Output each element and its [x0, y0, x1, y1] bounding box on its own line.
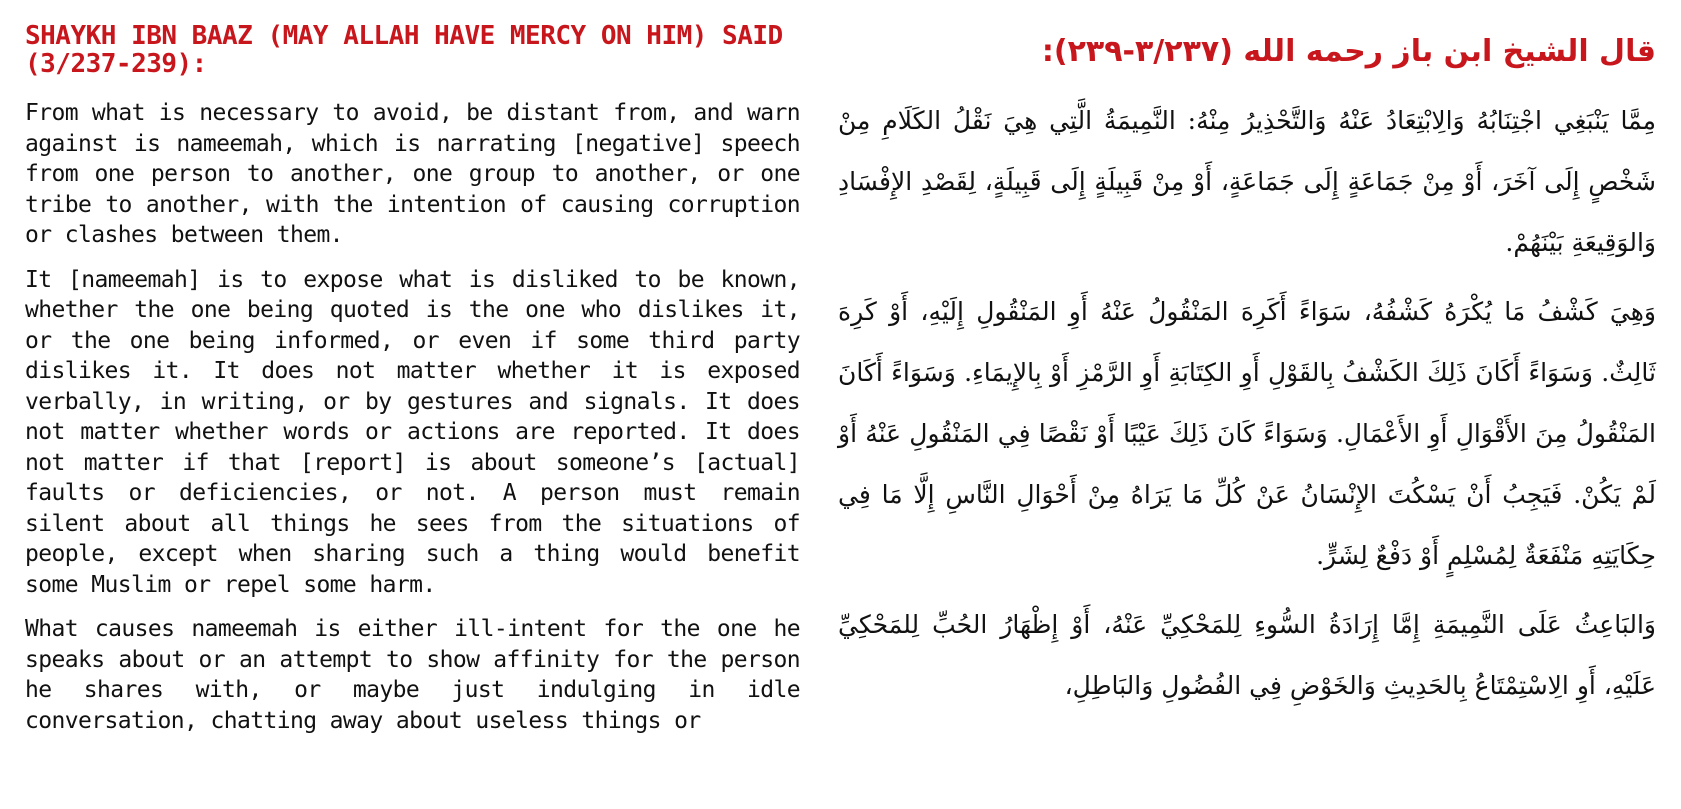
english-heading: SHAYKH IBN BAAZ (MAY ALLAH HAVE MERCY ON HIM) SAID (3/237-239): — [25, 21, 783, 79]
arabic-paragraph-2: وَهِيَ كَشْفُ مَا يُكْرَهُ كَشْفُهُ، سَوَاءً أَكَرِهَ المَنْقُولُ عَنْهُ أَوِ المَنْقُولِ إِلَيْهِ، أَوْ كَرِهَ ثَالِثٌ. وَسَوَاءً أَكَانَ ذَلِكَ الكَشْفُ بِالقَوْلِ أَوِ الكِتَابَةِ أَوِ الرَّمْزِ أَوْ بِالإِيمَاءِ. وَسَوَاءً أَكَانَ المَنْقُولُ مِنَ الأَقْوَالِ أَوِ الأَعْمَالِ. وَسَوَاءً كَانَ ذَلِكَ عَيْبًا أَوْ نَقْصًا فِي المَنْقُولِ عَنْهُ أَوْ لَمْ يَكُنْ. فَيَجِبُ أَنْ يَسْكُتَ الإِنْسَانُ عَنْ كُلِّ مَا يَرَاهُ مِنْ أَحْوَالِ النَّاسِ إِلَّا مَا فِي حِكَايَتِهِ مَنْفَعَةٌ لِمُسْلِمٍ أَوْ دَفْعٌ لِشَرٍّ. — [838, 297, 1656, 570]
arabic-paragraph-1: مِمَّا يَنْبَغِي اجْتِنَابُهُ وَالِابْتِعَادُ عَنْهُ وَالتَّحْذِيرُ مِنْهُ: النَّمِيمَةُ الَّتِي هِيَ نَقْلُ الكَلَامِ مِنْ شَخْصٍ إِلَى آخَرَ، أَوْ مِنْ جَمَاعَةٍ إِلَى جَمَاعَةٍ، أَوْ مِنْ قَبِيلَةٍ إِلَى قَبِيلَةٍ، لِقَصْدِ الإِفْسَادِ وَالوَقِيعَةِ بَيْنَهُمْ. — [838, 106, 1656, 257]
english-paragraph-2: It [nameemah] is to expose what is disliked to be known, whether the one being quoted is the one who dislikes it, or the one being informed, or even if some third party dislikes it. It does not matter whether it is exposed verbally, in writing, or by gestures and signals. It does not matter whether words or actions are reported. It does not matter if that [report] is about someone’s [actual] faults or deficiencies, or not. A person must remain silent about all things he sees from the situations of people, except when sharing such a thing would benefit some Muslim or repel some harm. — [25, 266, 800, 598]
arabic-paragraph-3: وَالبَاعِثُ عَلَى النَّمِيمَةِ إِمَّا إِرَادَةُ السُّوءِ لِلمَحْكِيِّ عَنْهُ، أَوْ إِظْهَارُ الحُبِّ لِلمَحْكِيِّ عَلَيْهِ، أَوِ الِاسْتِمْتَاعُ بِالحَدِيثِ وَالخَوْضِ فِي الفُضُولِ وَالبَاطِلِ، — [838, 610, 1656, 700]
english-paragraph-1: From what is necessary to avoid, be distant from, and warn against is nameemah, which is narrating [negative] speech from one person to another, one group to another, or one tribe to another, with the intention of causing corruption or clashes between them. — [25, 100, 800, 248]
arabic-column — [838, 22, 1656, 724]
english-paragraph-3: What causes nameemah is either ill-intent for the one he speaks about or an attempt to show affinity for the person he shares with, or maybe just indulging in idle conversation, chatting away about useless things or — [25, 616, 800, 734]
english-column — [25, 22, 800, 750]
arabic-heading: قال الشيخ ابن باز رحمه الله (٣/٢٣٧-٢٣٩): — [1041, 34, 1656, 69]
